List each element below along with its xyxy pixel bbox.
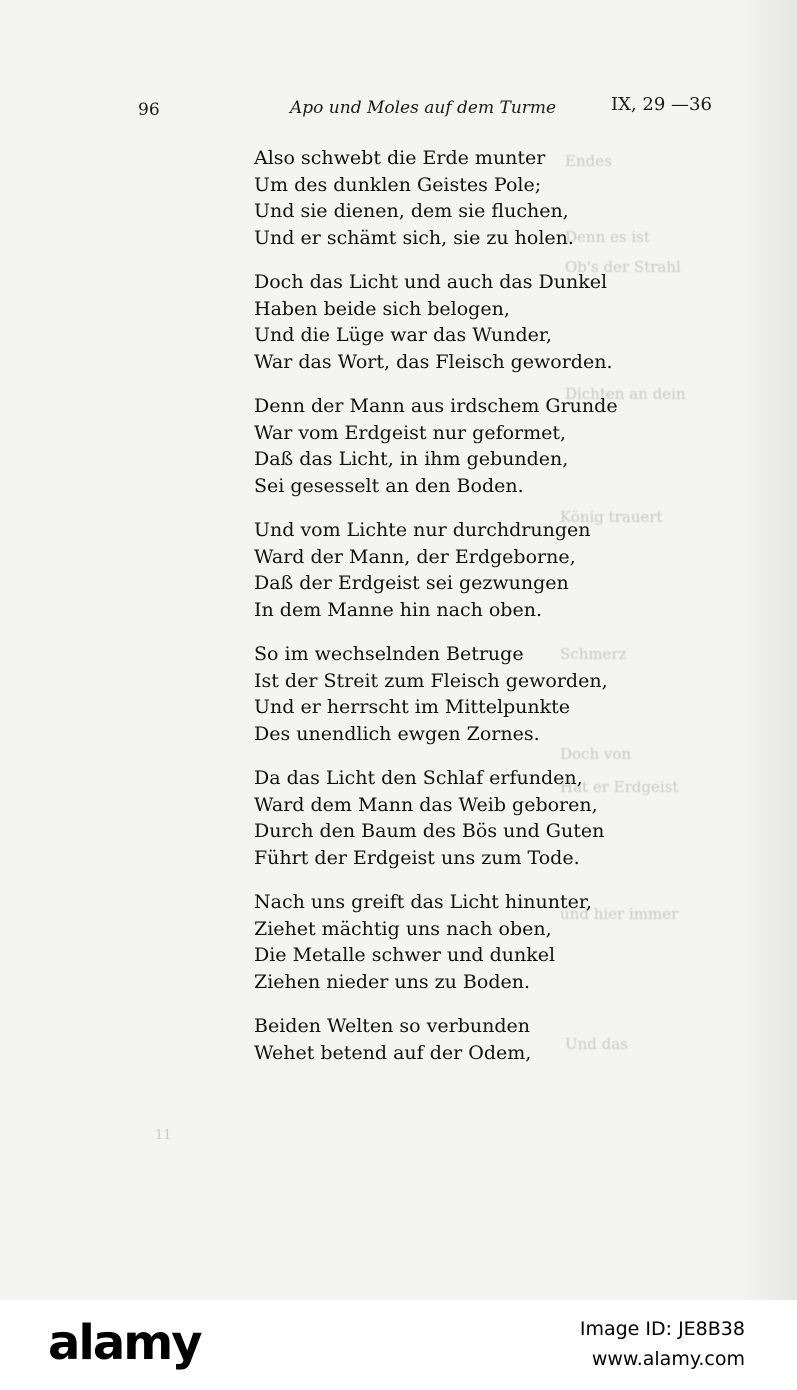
page-number: 96 [138,100,160,120]
stanza [254,393,654,499]
verse-line: Doch das Licht und auch das Dunkel [254,271,608,293]
show-through-text: Dichten an dein [565,385,686,403]
stanza [254,765,654,871]
verse-line: Sei gesesselt an den Boden. [254,474,524,497]
alamy-logo: alamy [48,1315,201,1371]
show-through-text: und hier immer [560,905,679,923]
show-through-text: Denn es ist [565,228,650,246]
verse-line: Und sie dienen, dem sie fluchen, [254,200,569,222]
verse-line: Daß das Licht, in ihm gebunden, [254,448,569,470]
verse-line: Denn der Mann aus irdschem Grunde [254,395,618,417]
verse-line: Und er herrscht im Mittelpunkte [254,696,571,718]
verse-line: Um des dunklen Geistes Pole; [254,173,542,196]
show-through-signature: 11 [155,1128,172,1143]
verse-line: Und die Lüge war das Wunder, [254,324,552,346]
verse-line: Wehet betend auf der Odem, [254,1041,532,1064]
section-reference: IX, 29 —36 [611,94,712,115]
verse-line: Also schwebt die Erde munter [254,147,546,169]
show-through-text: Und das [565,1035,628,1053]
verse-line: Da das Licht den Schlaf erfunden, [254,767,583,789]
stanza [254,145,654,251]
verse-line: Und er schämt sich, sie zu holen. [254,226,574,249]
verse-line: Ziehen nieder uns zu Boden. [254,970,531,993]
show-through-text: Hat er Erdgeist [560,778,679,796]
site-url: www.alamy.com [591,1348,745,1370]
verse-line: Und vom Lichte nur durchdrungen [254,519,591,541]
stanza [254,889,654,995]
verse-line: Daß der Erdgeist sei gezwungen [254,572,569,594]
verse-line: Führt der Erdgeist uns zum Tode. [254,846,580,869]
verse-line: Beiden Welten so verbunden [254,1015,530,1037]
show-through-text: Endes [565,152,612,170]
verse-line: Ward der Mann, der Erdgeborne, [254,545,576,568]
stanza [254,269,654,375]
verse-line: Des unendlich ewgen Zornes. [254,722,540,745]
verse-line: War das Wort, das Fleisch geworden. [254,350,613,373]
verse-line: Ziehet mächtig uns nach oben, [254,917,552,940]
verse-line: Haben beide sich belogen, [254,297,510,320]
stanza [254,517,654,623]
show-through-text: König trauert [560,508,663,526]
image-id: Image ID: JE8B38 [579,1318,745,1340]
verse-line: In dem Manne hin nach oben. [254,598,542,621]
stanza [254,1013,654,1066]
verse-line: Ist der Streit zum Fleisch geworden, [254,669,608,692]
show-through-text: Schmerz [560,645,627,663]
verse-line: Die Metalle schwer und dunkel [254,944,556,966]
poem [254,145,654,1084]
stanza [254,641,654,747]
verse-line: Durch den Baum des Bös und Guten [254,820,605,842]
verse-line: Ward dem Mann das Weib geboren, [254,793,598,816]
running-title: Apo und Moles auf dem Turme [290,98,557,118]
verse-line: Nach uns greift das Licht hinunter, [254,891,592,913]
verse-line: So im wechselnden Betruge [254,643,524,665]
show-through-text: Ob's der Strahl [565,258,681,276]
page-shadow [737,0,797,1300]
show-through-text: Doch von [560,745,632,763]
verse-line: War vom Erdgeist nur geformet, [254,421,567,444]
